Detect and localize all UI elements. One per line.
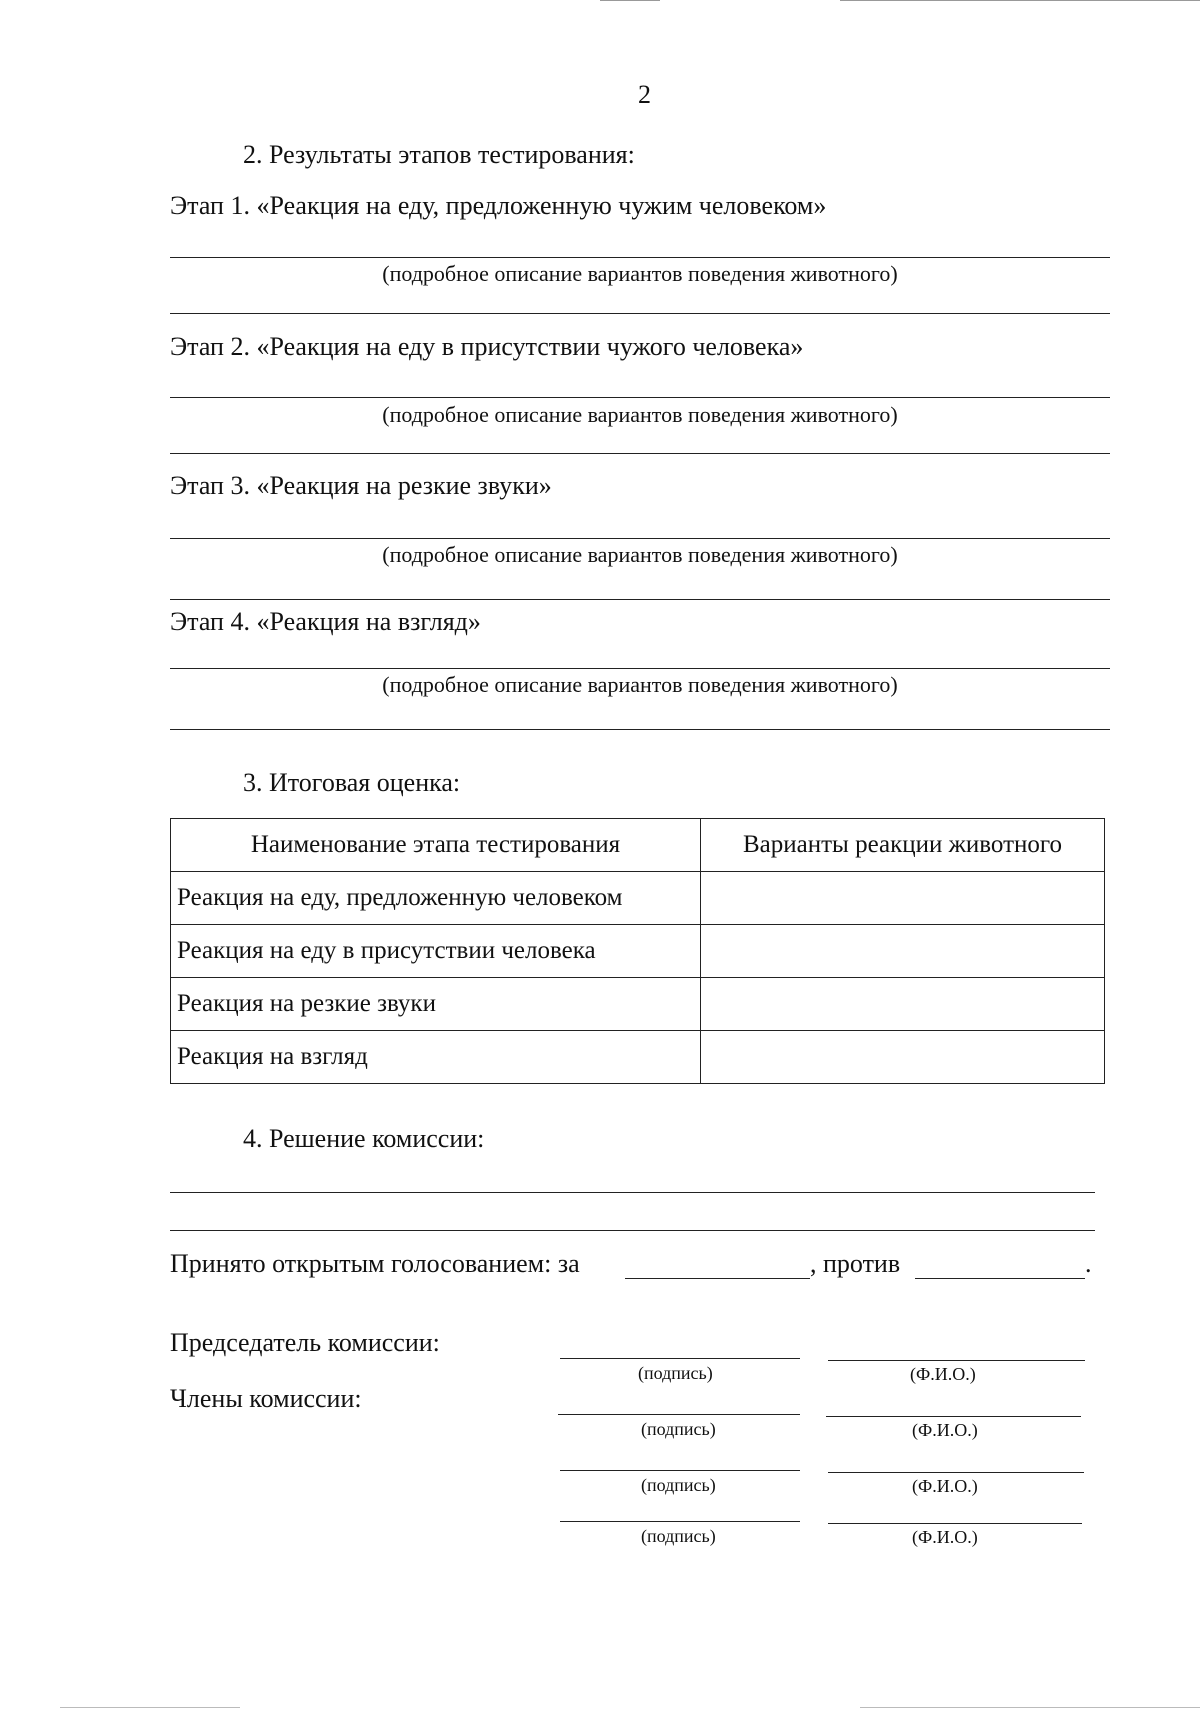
stage3-caption: (подробное описание вариантов поведения животного) bbox=[382, 542, 898, 567]
name-caption: (Ф.И.О.) bbox=[912, 1527, 978, 1547]
stage2-answer-line[interactable] bbox=[170, 397, 1110, 398]
table-cell-reaction[interactable] bbox=[701, 872, 1105, 925]
page-number: 2 bbox=[638, 80, 651, 109]
table-header-stage: Наименование этапа тестирования bbox=[171, 819, 701, 872]
stage4-title: Этап 4. «Реакция на взгляд» bbox=[170, 607, 481, 636]
stage3-answer-line-2[interactable] bbox=[170, 599, 1110, 600]
name-line[interactable] bbox=[828, 1360, 1085, 1361]
section4-heading: 4. Решение комиссии: bbox=[243, 1124, 485, 1153]
name-caption: (Ф.И.О.) bbox=[910, 1364, 976, 1384]
name-caption: (Ф.И.О.) bbox=[912, 1420, 978, 1440]
table-row bbox=[171, 1031, 1105, 1084]
table-cell-stage: Реакция на взгляд bbox=[171, 1031, 701, 1084]
decision-line-1[interactable] bbox=[170, 1192, 1095, 1193]
signature-caption: (подпись) bbox=[641, 1475, 716, 1495]
table-cell-stage: Реакция на резкие звуки bbox=[171, 978, 701, 1031]
stage2-title: Этап 2. «Реакция на еду в присутствии чужого человека» bbox=[170, 332, 804, 361]
scan-edge-line bbox=[860, 1707, 1200, 1708]
stage1-answer-line[interactable] bbox=[170, 257, 1110, 258]
section2-heading: 2. Результаты этапов тестирования: bbox=[243, 140, 635, 169]
signature-line[interactable] bbox=[560, 1521, 800, 1522]
table-header-reaction: Варианты реакции животного bbox=[701, 819, 1105, 872]
members-label: Члены комиссии: bbox=[170, 1384, 362, 1413]
vote-prefix: Принято открытым голосованием: за bbox=[170, 1249, 580, 1278]
signature-line[interactable] bbox=[558, 1414, 800, 1415]
section3-heading: 3. Итоговая оценка: bbox=[243, 768, 461, 797]
stage4-answer-line-2[interactable] bbox=[170, 729, 1110, 730]
table-cell-reaction[interactable] bbox=[701, 978, 1105, 1031]
table-cell-reaction[interactable] bbox=[701, 1031, 1105, 1084]
stage1-title: Этап 1. «Реакция на еду, предложенную чужим человеком» bbox=[170, 191, 827, 220]
stage1-caption: (подробное описание вариантов поведения животного) bbox=[382, 261, 898, 286]
table-cell-reaction[interactable] bbox=[701, 925, 1105, 978]
stage2-caption: (подробное описание вариантов поведения животного) bbox=[382, 402, 898, 427]
stage3-answer-line[interactable] bbox=[170, 538, 1110, 539]
stage1-answer-line-2[interactable] bbox=[170, 313, 1110, 314]
signature-caption: (подпись) bbox=[641, 1526, 716, 1546]
stage3-title: Этап 3. «Реакция на резкие звуки» bbox=[170, 471, 552, 500]
stage4-answer-line[interactable] bbox=[170, 668, 1110, 669]
table-row bbox=[171, 978, 1105, 1031]
table-cell-stage: Реакция на еду, предложенную человеком bbox=[171, 872, 701, 925]
stage2-answer-line-2[interactable] bbox=[170, 453, 1110, 454]
scan-edge-line bbox=[60, 1707, 240, 1708]
table-cell-stage: Реакция на еду в присутствии человека bbox=[171, 925, 701, 978]
vote-end: . bbox=[1085, 1249, 1092, 1278]
table-row bbox=[171, 872, 1105, 925]
signature-caption: (подпись) bbox=[641, 1419, 716, 1439]
name-line[interactable] bbox=[828, 1472, 1084, 1473]
name-caption: (Ф.И.О.) bbox=[912, 1476, 978, 1496]
scan-edge-line bbox=[840, 0, 1200, 1]
table-header-row bbox=[171, 819, 1105, 872]
chairman-label: Председатель комиссии: bbox=[170, 1328, 440, 1357]
vote-for-field[interactable] bbox=[625, 1278, 810, 1279]
name-line[interactable] bbox=[828, 1523, 1082, 1524]
decision-line-2[interactable] bbox=[170, 1230, 1095, 1231]
stage4-caption: (подробное описание вариантов поведения животного) bbox=[382, 672, 898, 697]
signature-caption: (подпись) bbox=[638, 1363, 713, 1383]
signature-line[interactable] bbox=[560, 1358, 800, 1359]
signature-line[interactable] bbox=[560, 1470, 800, 1471]
vote-against-field[interactable] bbox=[915, 1278, 1085, 1279]
name-line[interactable] bbox=[826, 1416, 1081, 1417]
table-row bbox=[171, 925, 1105, 978]
summary-table bbox=[170, 818, 1105, 1084]
scan-edge-line bbox=[600, 0, 660, 1]
vote-against-label: , против bbox=[810, 1249, 901, 1278]
